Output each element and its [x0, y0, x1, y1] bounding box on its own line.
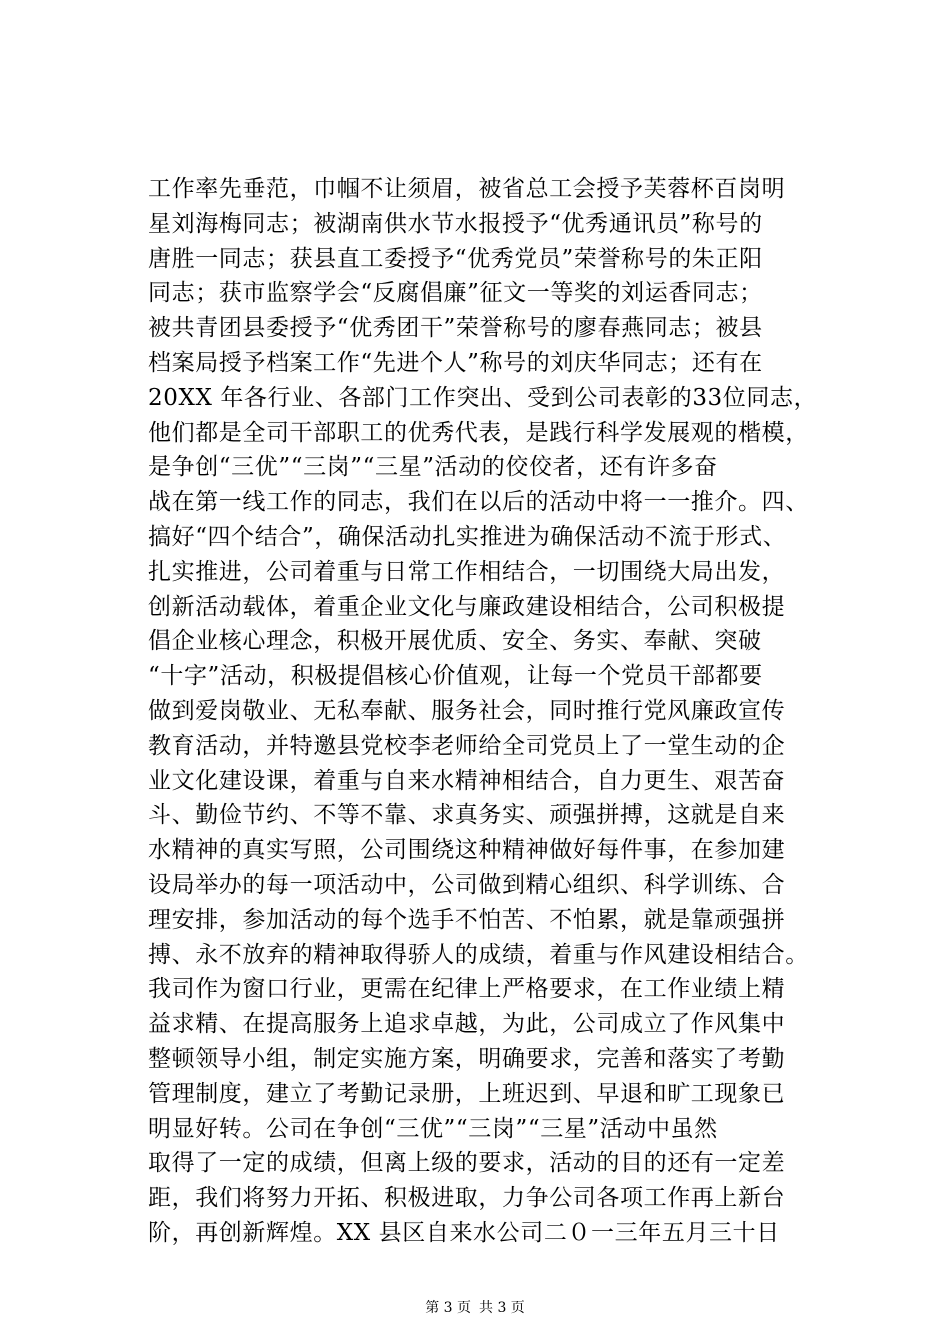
text-line: 业文化建设课，着重与自来水精神相结合，自力更生、艰苦奋: [148, 767, 786, 794]
text-line: 是争创“三优”“三岗”“三星”活动的佼佼者，还有许多奋: [148, 454, 718, 481]
text-line: 阶，再创新辉煌。XX 县区自来水公司二０一三年五月三十日: [148, 1219, 780, 1246]
page-total: 共 3 页: [479, 1300, 525, 1316]
text-line: 唐胜一同志；获县直工委授予“优秀党员”荣誉称号的朱正阳: [148, 245, 763, 272]
text-line: 斗、勤俭节约、不等不靠、求真务实、顽强拼搏，这就是自来: [148, 802, 786, 829]
text-line: 星刘海梅同志；被湖南供水节水报授予“优秀通讯员”称号的: [148, 210, 763, 237]
text-line: 创新活动载体，着重企业文化与廉政建设相结合，公司积极提: [148, 593, 786, 620]
text-line: 倡企业核心理念，积极开展优质、安全、务实、奉献、突破: [148, 628, 762, 655]
text-line: 明显好转。公司在争创“三优”“三岗”“三星”活动中虽然: [148, 1115, 718, 1142]
text-line: 被共青团县委授予“优秀团干”荣誉称号的廖春燕同志；被县: [148, 315, 763, 342]
text-line: 工作率先垂范，巾帼不让须眉，被省总工会授予芙蓉杯百岗明: [148, 176, 786, 202]
text-line: 整顿领导小组，制定实施方案，明确要求，完善和落实了考勤: [148, 1045, 786, 1072]
text-line: 教育活动，并特邀县党校李老师给全司党员上了一堂生动的企: [148, 732, 786, 759]
text-line: 做到爱岗敬业、无私奉献、服务社会，同时推行党风廉政宣传: [148, 697, 786, 724]
text-line: 我司作为窗口行业，更需在纪律上严格要求，在工作业绩上精: [148, 976, 786, 1003]
text-line: 搏、永不放弃的精神取得骄人的成绩，着重与作风建设相结合。: [148, 941, 809, 968]
text-line: 益求精、在提高服务上追求卓越，为此，公司成立了作风集中: [148, 1011, 786, 1038]
text-line: 战在第一线工作的同志，我们在以后的活动中将一一推介。四、: [148, 489, 809, 516]
text-line: 取得了一定的成绩，但离上级的要求，活动的目的还有一定差: [148, 1150, 786, 1177]
page-number: 第 3 页: [425, 1300, 471, 1316]
text-line: “十字”活动，积极提倡核心价值观，让每一个党员干部都要: [148, 663, 763, 690]
text-line: 管理制度，建立了考勤记录册，上班迟到、早退和旷工现象已: [148, 1080, 786, 1107]
text-line: 搞好“四个结合”，确保活动扎实推进为确保活动不流于形式、: [148, 523, 787, 550]
text-line: 20XX 年各行业、各部门工作突出、受到公司表彰的33位同志，: [148, 384, 818, 411]
text-line: 水精神的真实写照，公司围绕这种精神做好每件事，在参加建: [148, 837, 786, 864]
text-line: 设局举办的每一项活动中，公司做到精心组织、科学训练、合: [148, 871, 786, 898]
text-line: 档案局授予档案工作“先进个人”称号的刘庆华同志；还有在: [148, 349, 763, 376]
text-line: 扎实推进，公司着重与日常工作相结合，一切围绕大局出发，: [148, 558, 786, 585]
page-footer: [0, 1298, 950, 1318]
text-line: 他们都是全司干部职工的优秀代表，是践行科学发展观的楷模，: [148, 419, 809, 446]
body-text: [148, 172, 828, 1251]
text-line: 理安排，参加活动的每个选手不怕苦、不怕累，就是靠顽强拼: [148, 906, 786, 933]
text-line: 距，我们将努力开拓、积极进取，力争公司各项工作再上新台: [148, 1185, 786, 1212]
text-line: 同志；获市监察学会“反腐倡廉”征文一等奖的刘运香同志；: [148, 280, 763, 307]
